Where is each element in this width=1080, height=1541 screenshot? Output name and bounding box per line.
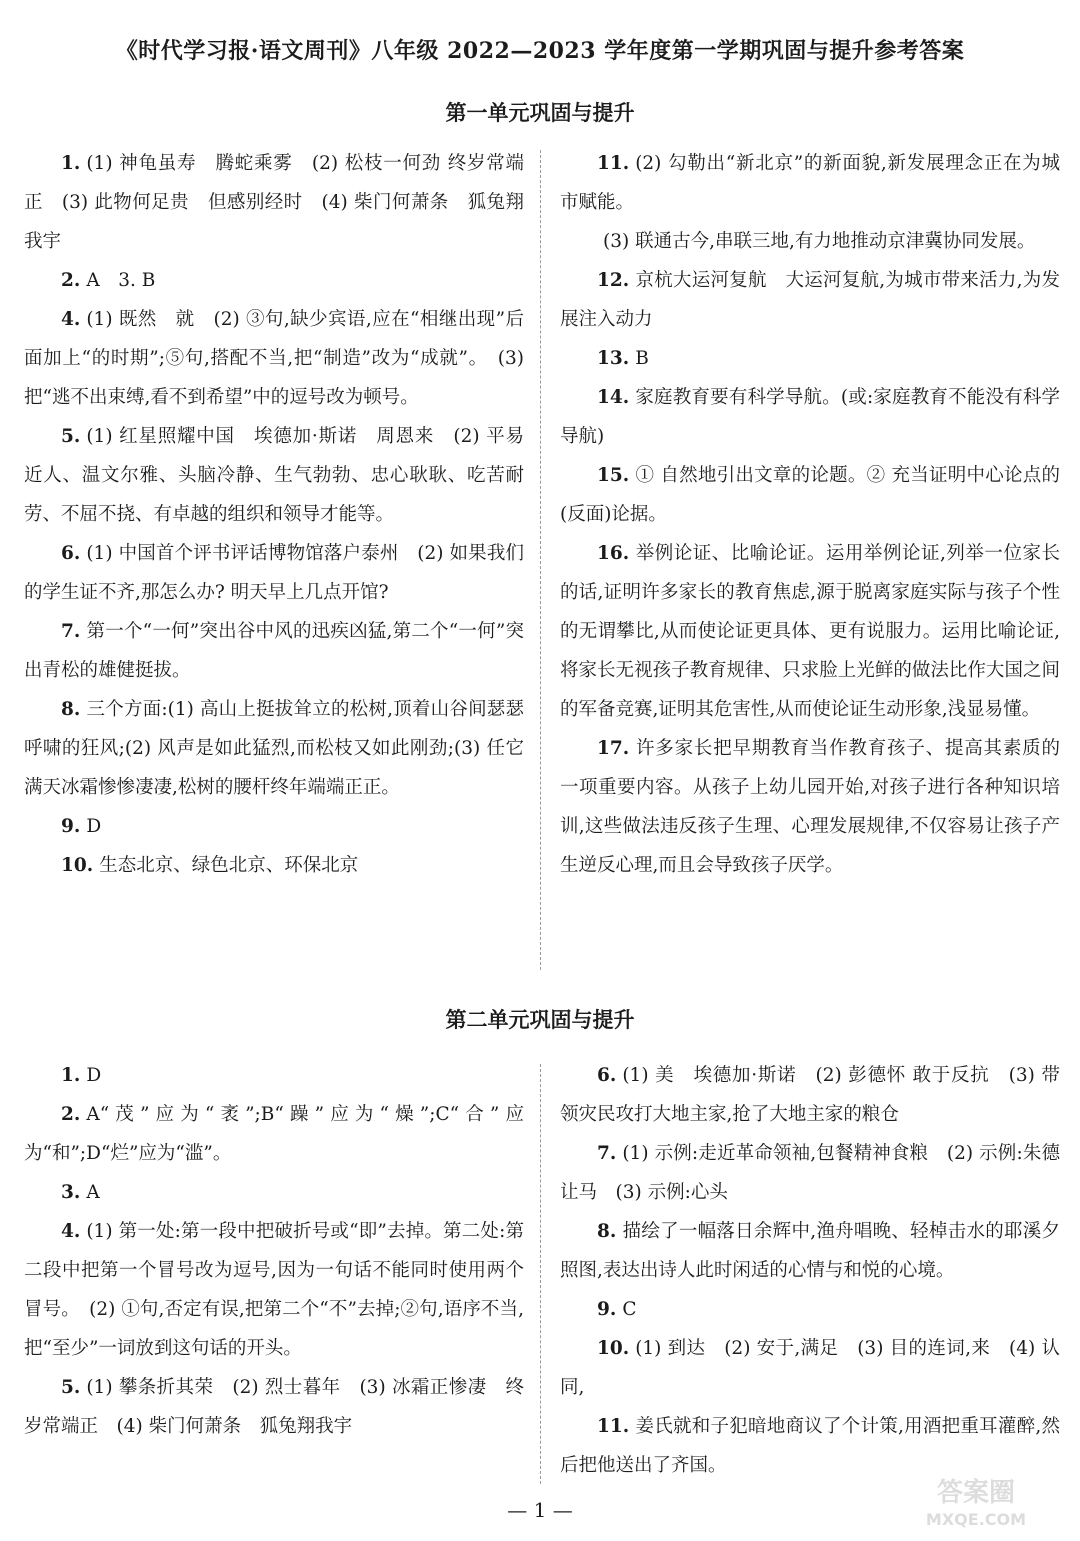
answer-item: 1. D (61, 1065, 102, 1086)
answer-item: 2. A“茂”应为“袤”;B“躁”应为“燥”;C“合”应为“和”;D“烂”应为“滥”。 (24, 1104, 524, 1164)
answer-item: 7. 第一个“一何”突出谷中风的迅疾凶猛,第二个“一何”突出青松的雄健挺拔。 (24, 621, 524, 681)
answer-item: 4. (1) 既然 就 (2) ③句,缺少宾语,应在“相继出现”后面加上“的时期”;⑤句,搭配不当,把“制造”改为“成就”。 (3) 把“逃不出束缚,看不到希望”中的逗号改为顿号。 (24, 309, 524, 408)
answer-item: 17. 许多家长把早期教育当作教育孩子、提高其素质的一项重要内容。从孩子上幼儿园开始,对孩子进行各种知识培训,这些做法违反孩子生理、心理发展规律,不仅容易让孩子产生逆反心理,而且会导致孩子厌学。 (560, 738, 1060, 876)
answer-item: 11. (2) 勾勒出“新北京”的新面貌,新发展理念正在为城市赋能。 (560, 153, 1060, 213)
document-title: 《时代学习报·语文周刊》八年级 2022—2023 学年度第一学期巩固与提升参考答案 (115, 38, 965, 64)
answer-item: 12. 京杭大运河复航 大运河复航,为城市带来活力,为发展注入动力 (560, 270, 1060, 330)
unit1-right-column (560, 144, 1060, 885)
unit1-heading: 第一单元巩固与提升 (445, 100, 635, 125)
answer-item: 7. (1) 示例:走近革命领袖,包餐精神食粮 (2) 示例:朱德让马 (3) 示例:心头 (560, 1143, 1060, 1203)
watermark-logo (886, 1471, 1066, 1531)
svg-text:MXQE.COM: MXQE.COM (925, 1510, 1027, 1529)
unit1-left-column (24, 144, 524, 885)
answer-item: 13. B (597, 348, 649, 369)
answer-item: 9. C (597, 1299, 637, 1320)
answer-item: 11. 姜氏就和子犯暗地商议了个计策,用酒把重耳灌醉,然后把他送出了齐国。 (560, 1416, 1060, 1476)
answer-item: 14. 家庭教育要有科学导航。(或:家庭教育不能没有科学导航) (560, 387, 1060, 447)
answer-item: 10. 生态北京、绿色北京、环保北京 (61, 855, 359, 876)
answer-item: 10. (1) 到达 (2) 安于,满足 (3) 目的连词,来 (4) 认同, (560, 1338, 1060, 1398)
answer-item: 8. 描绘了一幅落日余辉中,渔舟唱晚、轻棹击水的耶溪夕照图,表达出诗人此时闲适的心情与和悦的心境。 (560, 1221, 1060, 1281)
answer-item: 6. (1) 中国首个评书评话博物馆落户泰州 (2) 如果我们的学生证不齐,那怎么办? 明天早上几点开馆? (24, 543, 524, 603)
answer-item: 4. (1) 第一处:第一段中把破折号或“即”去掉。第二处:第二段中把第一个冒号改为逗号,因为一句话不能同时使用两个冒号。 (2) ①句,否定有误,把第二个“不”去掉;②句,语序不当,把“至少”一词放到这句话的开头。 (24, 1221, 524, 1359)
answer-item: 6. (1) 美 埃德加·斯诺 (2) 彭德怀 敢于反抗 (3) 带领灾民攻打大地主家,抢了大地主家的粮仓 (560, 1065, 1060, 1125)
column-divider (540, 150, 541, 970)
answer-item: 16. 举例论证、比喻论证。运用举例论证,列举一位家长的话,证明许多家长的教育焦虑,源于脱离家庭实际与孩子个性的无谓攀比,从而使论证更具体、更有说服力。运用比喻论证,将家长无视孩子教育规律、只求脸上光鲜的做法比作大国之间的军备竞赛,证明其危害性,从而使论证生动形象,浅显易懂。 (560, 543, 1060, 720)
column-divider (540, 1064, 541, 1484)
unit2-left-column (24, 1056, 524, 1446)
svg-text:答案圈: 答案圈 (936, 1478, 1016, 1508)
page-number: — 1 — (507, 1498, 573, 1522)
answer-item: (3) 联通古今,串联三地,有力地推动京津冀协同发展。 (603, 231, 1036, 252)
answer-item: 15. ① 自然地引出文章的论题。② 充当证明中心论点的(反面)论据。 (560, 465, 1060, 525)
answer-item: 8. 三个方面:(1) 高山上挺拔耸立的松树,顶着山谷间瑟瑟呼啸的狂风;(2) 风声是如此猛烈,而松枝又如此刚劲;(3) 任它满天冰霜惨惨凄凄,松树的腰杆终年端端正正。 (24, 699, 524, 798)
unit2-heading: 第二单元巩固与提升 (445, 1007, 635, 1032)
answer-item: 1. (1) 神龟虽寿 腾蛇乘雾 (2) 松枝一何劲 终岁常端正 (3) 此物何足贵 但感别经时 (4) 柴门何萧条 狐兔翔我宇 (24, 153, 524, 252)
answer-item: 2. A 3. B (61, 270, 156, 291)
answer-item: 5. (1) 红星照耀中国 埃德加·斯诺 周恩来 (2) 平易近人、温文尔雅、头脑冷静、生气勃勃、忠心耿耿、吃苦耐劳、不屈不挠、有卓越的组织和领导才能等。 (24, 426, 524, 525)
answer-item: 9. D (61, 816, 102, 837)
answer-item: 3. A (61, 1182, 100, 1203)
unit2-right-column (560, 1056, 1060, 1485)
answer-item: 5. (1) 攀条折其荣 (2) 烈士暮年 (3) 冰霜正惨凄 终岁常端正 (4) 柴门何萧条 狐兔翔我宇 (24, 1377, 524, 1437)
